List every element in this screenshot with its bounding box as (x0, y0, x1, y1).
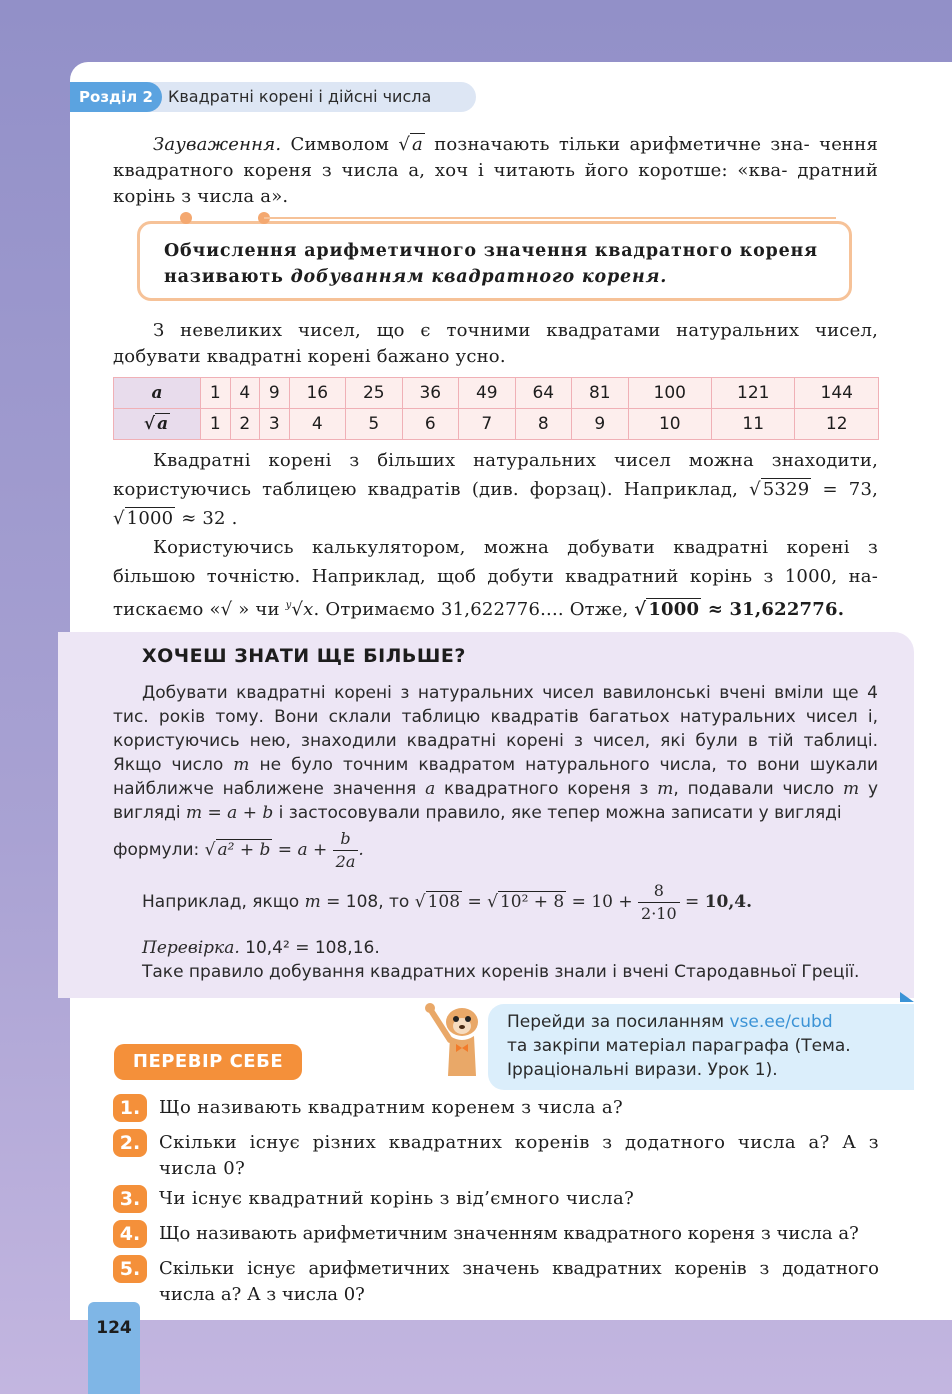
table-row-a (114, 378, 879, 409)
remark-text-2: чення квадратного кореня з числа a, хоч і читають його коротше: «ква- (113, 134, 879, 181)
question-text: Скільки існує арифметичних значень квадратних коренів з додатного числа a? А з числа 0? (159, 1258, 879, 1305)
question-number: 2. (113, 1129, 147, 1157)
check-yourself-label: ПЕРЕВІР СЕБЕ (114, 1044, 302, 1080)
question-number: 1. (113, 1094, 147, 1122)
resource-link[interactable]: vse.ee/cubd (729, 1012, 833, 1032)
remark-text-3: дратний корінь з числа a». (113, 160, 879, 207)
table-cell: 144 (795, 378, 879, 409)
table-cell: 11 (712, 409, 795, 440)
question-number: 5. (113, 1255, 147, 1283)
table-cell: 9 (260, 378, 290, 409)
formula-example: Наприклад, якщо m = 108, то √ 108 = √ 10² + 8 = 10 + $\frac{8}{2\cdot 10}$ = 10,4. (142, 881, 753, 923)
sqrt-key-icon: √ (220, 599, 239, 620)
table-cell: 12 (795, 409, 879, 440)
question-text: Що називають арифметичним значенням квадратного кореня з числа a? (159, 1223, 859, 1244)
greece-line: Таке правило добування квадратних коренів знали і вчені Стародавньої Греції. (142, 962, 860, 982)
squares-table (113, 377, 879, 440)
question-number: 3. (113, 1185, 147, 1213)
sqrt-1000-estimate: √ 1000 ≈ 32 . (113, 508, 238, 529)
table-cell: 8 (515, 409, 572, 440)
question-text: Що називають квадратним коренем з числа a? (159, 1097, 624, 1118)
table-cell: 1 (201, 409, 231, 440)
table-cell: 10 (628, 409, 711, 440)
question-number: 4. (113, 1220, 147, 1248)
table-cell: 36 (402, 378, 459, 409)
question-text: Чи існує квадратний корінь з від’ємного числа? (159, 1188, 635, 1209)
table-cell: 49 (459, 378, 516, 409)
small-numbers-paragraph: З невеликих чисел, що є точними квадратами натуральних чисел, добувати квадратні корені бажано усно. (113, 320, 878, 367)
remark-text-1b: позначають тільки арифметичне зна- (434, 134, 810, 155)
remark-label: Зауваження. (153, 134, 282, 155)
table-cell: 4 (289, 409, 346, 440)
table-cell: 16 (289, 378, 346, 409)
link-corner-marker (900, 992, 914, 1002)
remark-text-1: Символом (290, 134, 390, 155)
definition-top-line (264, 217, 836, 219)
table-row-sqrt (114, 409, 879, 440)
calculator-paragraph: Користуючись калькулятором, можна добувати квадратні корені з більшою точністю. Наприклад, щоб добути квадратний корінь з 1000, на- тискаємо «√ » чи $^y$√x. Отримаємо 31,622776.... Отже, √ 1000 ≈ 31,622776. (113, 537, 878, 620)
table-cell: 4 (230, 378, 260, 409)
table-cell: 121 (712, 378, 795, 409)
table-cell: 100 (628, 378, 711, 409)
table-cell: 9 (572, 409, 629, 440)
example-calc: √ 108 = √ 10² + 8 = 10 + $\frac{8}{2\cdot 10}$ = 10,4. (414, 881, 753, 923)
page-number: 124 (96, 1318, 132, 1338)
y-root-key-icon: $^y$√x (285, 599, 314, 620)
definition-dot-left (180, 212, 192, 224)
table-cell: 64 (515, 378, 572, 409)
formula-line: формули: √ a² + b = a + $\frac{b}{2a}$ . (113, 829, 364, 871)
section-number: Розділ 2 (70, 82, 162, 112)
definition-term: добуванням квадратного кореня. (290, 267, 668, 287)
babylonian-formula: √ a² + b = a + $\frac{b}{2a}$ . (204, 829, 364, 871)
know-more-text: Добувати квадратні корені з натуральних чисел вавилонські вчені вміли ще 4 тис. років тому. Вони склали таблицю квадратів багатьох натуральних чисел і, користуючись нею, знаходили квадратні корені з чисел, які були в тій таблиці. Якщо число m не було точним квадратом натурального числа, то вони шукали найближче наближене значення a квадратного кореня з m, подавали число m у вигляді m = a + b і застосовували правило, яке тепер можна записати у вигляді (113, 683, 879, 823)
table-cell: 6 (402, 409, 459, 440)
table-cell: 3 (260, 409, 290, 440)
know-more-title: ХОЧЕШ ЗНАТИ ЩЕ БІЛЬШЕ? (142, 645, 466, 667)
table-cell: 81 (572, 378, 629, 409)
question-text: Скільки існує різних квадратних коренів з додатного числа a? А з числа 0? (159, 1132, 879, 1179)
table-cell: 1 (201, 378, 231, 409)
remark-paragraph (113, 132, 878, 210)
sqrt-a-symbol: √ a (398, 134, 423, 155)
meerkat-mascot-icon (420, 1000, 488, 1082)
page-number-tab (88, 1302, 140, 1394)
check-line: Перевірка. 10,4² = 108,16. (142, 938, 380, 958)
definition-text: Обчислення арифметичного значення квадратного кореня називають добуванням квадратного кореня. (164, 241, 818, 287)
table-cell: 25 (346, 378, 403, 409)
table-header-sqrt: √ a (114, 409, 201, 440)
large-numbers-paragraph: Квадратні корені з більших натуральних чисел можна знаходити, користуючись таблицею квадратів (див. форзац). Наприклад, √ 5329 = 73, √ 1000 ≈ 32 . (113, 450, 879, 529)
table-header-a: a (114, 378, 201, 409)
sqrt-1000-result: √ 1000 ≈ 31,622776. (634, 599, 845, 620)
table-cell: 2 (230, 409, 260, 440)
check-label: Перевірка. (142, 938, 240, 958)
section-title: Квадратні корені і дійсні числа (168, 87, 432, 106)
link-text: Перейди за посиланням vse.ee/cubd та закріпи матеріал параграфа (Тема. Ірраціональні вирази. Урок 1). (507, 1012, 851, 1080)
table-cell: 5 (346, 409, 403, 440)
sqrt-5329-example: √ 5329 = 73, (749, 479, 879, 500)
table-cell: 7 (459, 409, 516, 440)
